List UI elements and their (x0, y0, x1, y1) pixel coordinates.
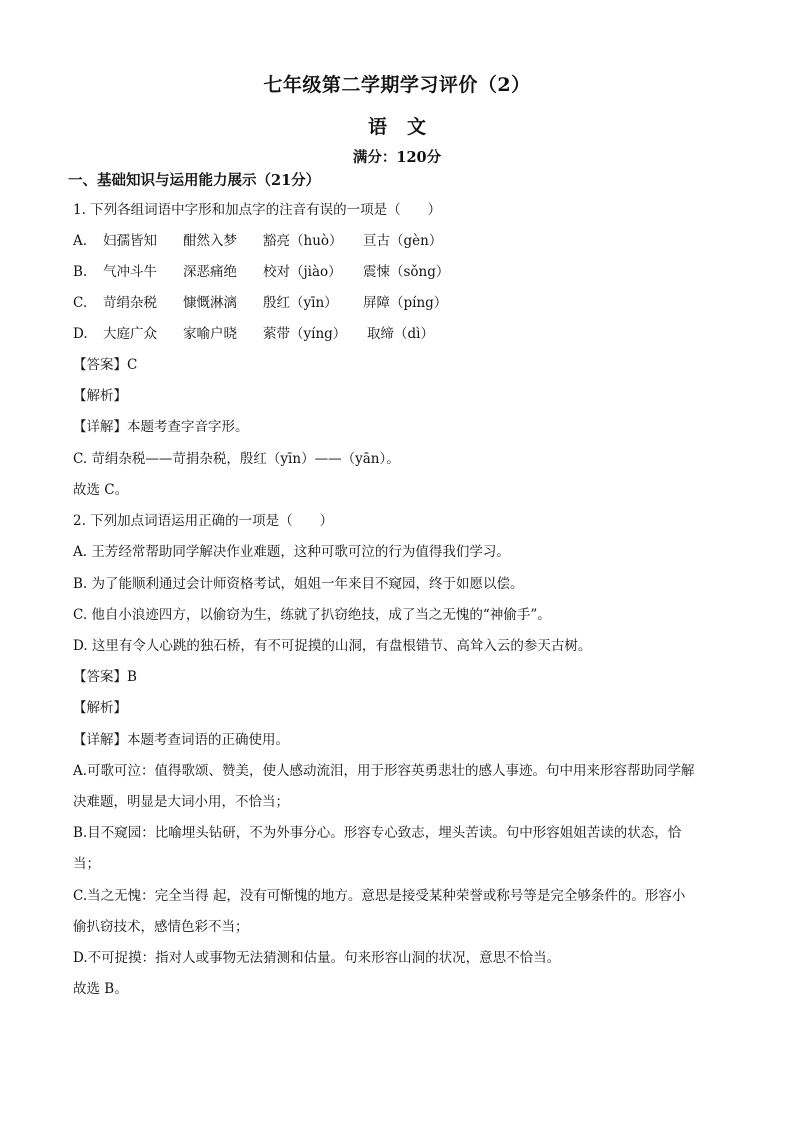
question-2-explain-c-line-1: C.当之无愧：完全当得 起，没有可惭愧的地方。意思是接受某种荣誉或称号等是完全够条件的。形容小 (73, 888, 686, 904)
option-word: 校对（jiào） (263, 264, 342, 280)
question-2-option-a: A. 王芳经常帮助同学解决作业难题，这种可歌可泣的行为值得我们学习。 (73, 544, 510, 560)
question-1-answer: 【答案】C (73, 357, 138, 373)
option-label: A. (73, 233, 88, 249)
question-1-analysis-label: 【解析】 (73, 388, 127, 404)
option-label: B. (73, 264, 88, 280)
question-1-option-d (73, 325, 434, 343)
option-word: 殷红（yīn） (263, 295, 338, 311)
option-word: 萦带（yíng） (263, 326, 347, 342)
question-2-explain-c-line-2: 偷扒窃技术，感情色彩不当； (73, 919, 249, 935)
question-2-option-c: C. 他自小浪迹四方，以偷窃为生，练就了扒窃绝技，成了当之无愧的“神偷手”。 (73, 607, 551, 623)
question-2-analysis-label: 【解析】 (73, 700, 127, 716)
option-word: 气冲斗牛 (103, 264, 157, 280)
full-score: 满分：120分 (352, 149, 442, 166)
option-word: 妇孺皆知 (103, 233, 157, 249)
question-1-option-c (73, 294, 447, 312)
section-heading: 一、基础知识与运用能力展示（21分） (68, 172, 321, 189)
question-2-explain-d: D.不可捉摸：指对人或事物无法猜测和估量。句来形容山洞的状况，意思不恰当。 (73, 950, 561, 966)
option-word: 震悚（sǒng） (363, 264, 450, 280)
option-word: 豁亮（huò） (263, 233, 343, 249)
question-2-explain-b-line-1: B.目不窥园：比喻埋头钻研，不为外事分心。形容专心致志，埋头苦读。句中形容姐姐苦读的状态，恰 (73, 825, 682, 841)
option-word: 亘古（gèn） (363, 233, 443, 249)
option-word: 深恶痛绝 (183, 264, 237, 280)
page-title: 七年级第二学期学习评价（2） (263, 74, 531, 96)
question-1-option-a (73, 232, 442, 250)
question-2-conclusion: 故选 B。 (73, 981, 128, 997)
question-2-detail: 【详解】本题考查词语的正确使用。 (73, 732, 289, 748)
option-word: 家喻户晓 (183, 326, 237, 342)
question-2-option-b: B. 为了能顺利通过会计师资格考试，姐姐一年来目不窥园，终于如愿以偿。 (73, 576, 524, 592)
option-label: C. (73, 295, 88, 311)
question-1-detail: 【详解】本题考查字音字形。 (73, 419, 249, 435)
question-1-option-b (73, 263, 449, 281)
option-label: D. (73, 326, 88, 342)
subject-char-2: 文 (407, 116, 427, 138)
option-word: 屏障（píng） (363, 295, 448, 311)
question-2-stem: 2. 下列加点词语运用正确的一项是（ ） (73, 513, 334, 529)
option-word: 苛绢杂税 (103, 295, 157, 311)
option-word: 大庭广众 (103, 326, 157, 342)
subject-heading (0, 112, 794, 139)
question-2-explain-b-line-2: 当； (73, 856, 100, 872)
question-1-conclusion: 故选 C。 (73, 482, 129, 498)
question-1-explanation: C. 苛绢杂税——苛捐杂税，殷红（yīn）——（yān）。 (73, 451, 400, 467)
option-word: 慷慨淋漓 (183, 295, 237, 311)
option-word: 酣然入梦 (183, 233, 237, 249)
question-2-option-d: D. 这里有令人心跳的独石桥，有不可捉摸的山洞，有盘根错节、高耸入云的参天古树。 (73, 638, 592, 654)
question-2-explain-a-line-1: A.可歌可泣：值得歌颂、赞美，使人感动流泪，用于形容英勇悲壮的感人事迹。句中用来形容帮助同学解 (73, 763, 695, 779)
question-1-stem: 1. 下列各组词语中字形和加点字的注音有误的一项是（ ） (73, 202, 442, 218)
option-word: 取缔（dì） (367, 326, 434, 342)
question-2-answer: 【答案】B (73, 669, 137, 685)
question-2-explain-a-line-2: 决难题，明显是大词小用，不恰当； (73, 794, 289, 810)
subject-char-1: 语 (367, 116, 387, 138)
